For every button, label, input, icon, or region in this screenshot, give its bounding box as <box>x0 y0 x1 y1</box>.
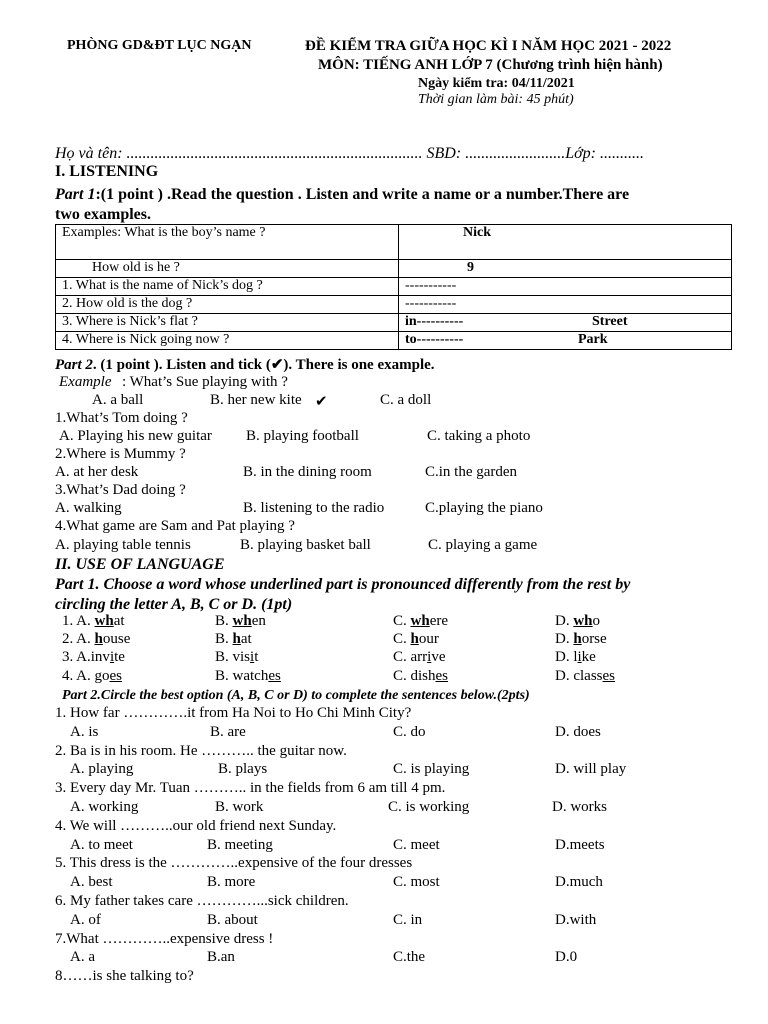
table-cell-question: 2. How old is the dog ? <box>56 296 399 314</box>
option-c[interactable]: C. is working <box>388 798 470 815</box>
pronunciation-option[interactable]: 3. A.invite <box>62 649 125 665</box>
question-text: 8……is she talking to? <box>55 968 194 985</box>
student-info-line: Họ và tên: .......................................................................... SBD: .........................Lớp: ........... <box>55 145 644 162</box>
answer-suffix: Street <box>592 314 628 329</box>
pronunciation-option[interactable]: 2. A. house <box>62 631 131 647</box>
underlined-part: h <box>410 631 419 647</box>
pronunciation-option[interactable]: B. hat <box>215 631 252 647</box>
question-text: 3. Every day Mr. Tuan ……….. in the fields from 6 am till 4 pm. <box>55 780 446 797</box>
part2-instruction-text: . (1 point ). Listen and tick (✔). There is one example. <box>92 357 435 373</box>
underlined-part: es <box>435 668 449 684</box>
pronunciation-option[interactable]: B. visit <box>215 649 259 665</box>
pronunciation-row <box>0 631 768 651</box>
example-option: C. a doll <box>380 392 432 408</box>
underlined-part: wh <box>410 613 430 629</box>
part1-instruction-text: :(1 point ) .Read the question . Listen and write a name or a number.There are <box>95 186 630 203</box>
section-heading-language: II. USE OF LANGUAGE <box>55 556 225 573</box>
underlined-part: h <box>232 631 241 647</box>
part2-label: Part 2 <box>55 357 93 373</box>
pronunciation-option[interactable]: C. where <box>393 613 449 629</box>
listening-options <box>0 464 768 484</box>
question-text: 5. This dress is the …………..expensive of the four dresses <box>55 855 413 872</box>
answer-suffix: Park <box>578 332 608 347</box>
pronunciation-option[interactable]: D. horse <box>555 631 607 647</box>
question-text: 6. My father takes care …………...sick children. <box>55 893 349 909</box>
option-c: C.playing the piano <box>425 500 543 516</box>
table-cell-question: 4. Where is Nick going now ? <box>56 332 399 350</box>
question-text: 1. How far ………….it from Ha Noi to Ho Chi Minh City? <box>55 705 412 721</box>
language-part1-instruction: Part 1. Choose a word whose underlined part is pronounced differently from the rest by <box>55 576 631 593</box>
pronunciation-row <box>0 649 768 669</box>
question-text: 1.What’s Tom doing ? <box>55 410 188 426</box>
pronunciation-option[interactable]: B. watches <box>215 668 281 684</box>
pronunciation-row <box>0 668 768 688</box>
pronunciation-option[interactable]: C. hour <box>393 631 439 647</box>
option-b: B. listening to the radio <box>243 500 385 516</box>
listening-question <box>0 518 768 538</box>
pronunciation-row <box>0 613 768 633</box>
example-label: Example <box>59 374 112 390</box>
example-question-row <box>0 374 768 394</box>
option-c: C. taking a photo <box>427 428 531 444</box>
question-text: 2. Ba is in his room. He ……….. the guitar now. <box>55 742 347 759</box>
answer-prefix: to---------- <box>405 332 464 347</box>
example-option: B. her new kite <box>210 392 302 408</box>
question-text: 4.What game are Sam and Pat playing ? <box>55 518 295 534</box>
mcq-question <box>0 968 768 988</box>
option-b: B. in the dining room <box>243 464 372 480</box>
option-d[interactable]: D.with <box>555 911 597 928</box>
option-b[interactable]: B. meeting <box>207 836 273 853</box>
listening-question <box>0 446 768 466</box>
table-cell-answer <box>399 332 732 350</box>
option-c[interactable]: C. in <box>393 911 423 928</box>
table-row <box>56 314 732 332</box>
question-text: 3.What’s Dad doing ? <box>55 482 186 498</box>
option-c[interactable]: C. most <box>393 874 440 891</box>
option-b: B. playing basket ball <box>240 537 371 553</box>
option-a[interactable]: A. of <box>70 911 101 928</box>
pronunciation-option[interactable]: D. like <box>555 649 596 665</box>
option-b[interactable]: B. more <box>207 874 256 891</box>
underlined-part: es <box>268 668 281 684</box>
option-b[interactable]: B. plays <box>218 761 268 778</box>
option-c[interactable]: C. meet <box>393 836 440 853</box>
underlined-part: wh <box>94 613 114 629</box>
option-d[interactable]: D. will play <box>555 761 627 778</box>
listening-table <box>55 224 732 350</box>
language-part1-instruction-cont: circling the letter A, B, C or D. (1pt) <box>55 596 293 613</box>
underlined-part: i <box>109 649 115 665</box>
table-cell-question: Examples: What is the boy’s name ? <box>56 225 399 260</box>
option-b[interactable]: B.an <box>207 949 235 966</box>
school-office: PHÒNG GD&ĐT LỤC NGẠN <box>67 38 252 53</box>
check-icon: ✔ <box>315 394 328 410</box>
underlined-part: i <box>427 649 432 665</box>
underlined-part: wh <box>573 613 593 629</box>
option-d[interactable]: D.much <box>555 874 603 891</box>
mcq-options <box>0 912 768 932</box>
option-a[interactable]: A. is <box>70 723 99 740</box>
table-cell-question: 3. Where is Nick’s flat ? <box>56 314 399 332</box>
table-cell-question: 1. What is the name of Nick’s dog ? <box>56 278 399 296</box>
part1-label: Part 1 <box>55 186 96 203</box>
option-d[interactable]: D. does <box>555 723 601 740</box>
mcq-options <box>0 949 768 969</box>
mcq-question <box>0 818 768 838</box>
listening-question <box>0 482 768 502</box>
table-row <box>56 296 732 314</box>
table-row <box>56 278 732 296</box>
table-cell-answer <box>399 314 732 332</box>
option-d[interactable]: D.meets <box>555 836 605 853</box>
underlined-part: es <box>109 668 123 684</box>
listening-question <box>0 410 768 430</box>
pronunciation-option[interactable]: 1. A. what <box>62 613 125 629</box>
underlined-part: i <box>250 649 255 665</box>
example-option: A. a ball <box>92 392 144 408</box>
option-a: A. walking <box>55 500 122 516</box>
table-cell-answer: ----------- <box>399 278 732 296</box>
mcq-question <box>0 743 768 763</box>
listening-options <box>0 428 768 448</box>
mcq-options <box>0 837 768 857</box>
exam-subject: MÔN: TIẾNG ANH LỚP 7 (Chương trình hiện hành) <box>318 57 663 73</box>
pronunciation-option[interactable]: D. classes <box>555 668 615 684</box>
mcq-question <box>0 855 768 875</box>
table-row <box>56 225 732 260</box>
table-row <box>56 260 732 278</box>
table-row <box>56 332 732 350</box>
option-d[interactable]: D. works <box>552 798 607 815</box>
mcq-question <box>0 893 768 913</box>
option-c[interactable]: C.the <box>393 949 426 966</box>
answer-prefix: in---------- <box>405 314 464 329</box>
question-text: 7.What …………..expensive dress ! <box>55 930 274 947</box>
option-a[interactable]: A. to meet <box>70 836 133 853</box>
mcq-question <box>0 931 768 951</box>
option-b[interactable]: B. about <box>207 911 258 928</box>
table-cell-answer: Nick <box>399 225 732 260</box>
underlined-part: i <box>577 649 582 665</box>
question-text: 2.Where is Mummy ? <box>55 446 186 462</box>
section-heading-listening: I. LISTENING <box>55 163 159 180</box>
option-a[interactable]: A. a <box>70 949 95 966</box>
option-a[interactable]: A. working <box>70 798 139 815</box>
option-a: A. at her desk <box>55 464 139 480</box>
underlined-part: h <box>94 631 103 647</box>
mcq-options <box>0 799 768 819</box>
option-c: C. playing a game <box>428 537 538 553</box>
question-text: 4. We will ………..our old friend next Sunday. <box>55 817 337 834</box>
option-a: A. playing table tennis <box>55 537 191 553</box>
pronunciation-option[interactable]: C. dishes <box>393 668 449 684</box>
table-cell-answer: ----------- <box>399 296 732 314</box>
mcq-options <box>0 761 768 781</box>
example-question: : What’s Sue playing with ? <box>122 374 288 390</box>
mcq-question <box>0 780 768 800</box>
option-c[interactable]: C. is playing <box>393 761 470 778</box>
underlined-part: es <box>602 668 615 684</box>
exam-date: Ngày kiểm tra: 04/11/2021 <box>418 76 575 91</box>
table-cell-question: How old is he ? <box>56 260 399 278</box>
mcq-question <box>0 705 768 725</box>
listening-options <box>0 500 768 520</box>
mcq-options <box>0 724 768 744</box>
language-part2-instruction: Part 2.Circle the best option (A, B, C or D) to complete the sentences below.(2pts) <box>62 688 530 703</box>
underlined-part: h <box>573 631 582 647</box>
option-b: B. playing football <box>246 428 359 444</box>
option-a[interactable]: A. playing <box>70 761 134 778</box>
exam-duration: Thời gian làm bài: 45 phút) <box>418 92 574 107</box>
pronunciation-option[interactable]: D. who <box>555 613 601 629</box>
example-options-row <box>0 392 768 412</box>
listening-part2-instruction <box>55 355 435 374</box>
pronunciation-option[interactable]: C. arrive <box>393 649 446 665</box>
pronunciation-option[interactable]: 4. A. goes <box>62 668 123 684</box>
option-c[interactable]: C. do <box>393 723 426 740</box>
option-a: A. Playing his new guitar <box>59 428 212 444</box>
option-a[interactable]: A. best <box>70 874 113 891</box>
option-b[interactable]: B. are <box>210 723 246 740</box>
table-cell-answer: 9 <box>399 260 732 278</box>
listening-part1-instruction-cont: two examples. <box>55 206 151 223</box>
listening-part1-instruction <box>55 186 629 204</box>
option-b[interactable]: B. work <box>215 798 264 815</box>
option-d[interactable]: D.0 <box>555 949 578 966</box>
exam-title: ĐỀ KIỂM TRA GIỮA HỌC KÌ I NĂM HỌC 2021 - 2022 <box>305 38 672 54</box>
underlined-part: wh <box>232 613 252 629</box>
pronunciation-option[interactable]: B. when <box>215 613 266 629</box>
mcq-options <box>0 874 768 894</box>
listening-options <box>0 537 768 557</box>
option-c: C.in the garden <box>425 464 518 480</box>
